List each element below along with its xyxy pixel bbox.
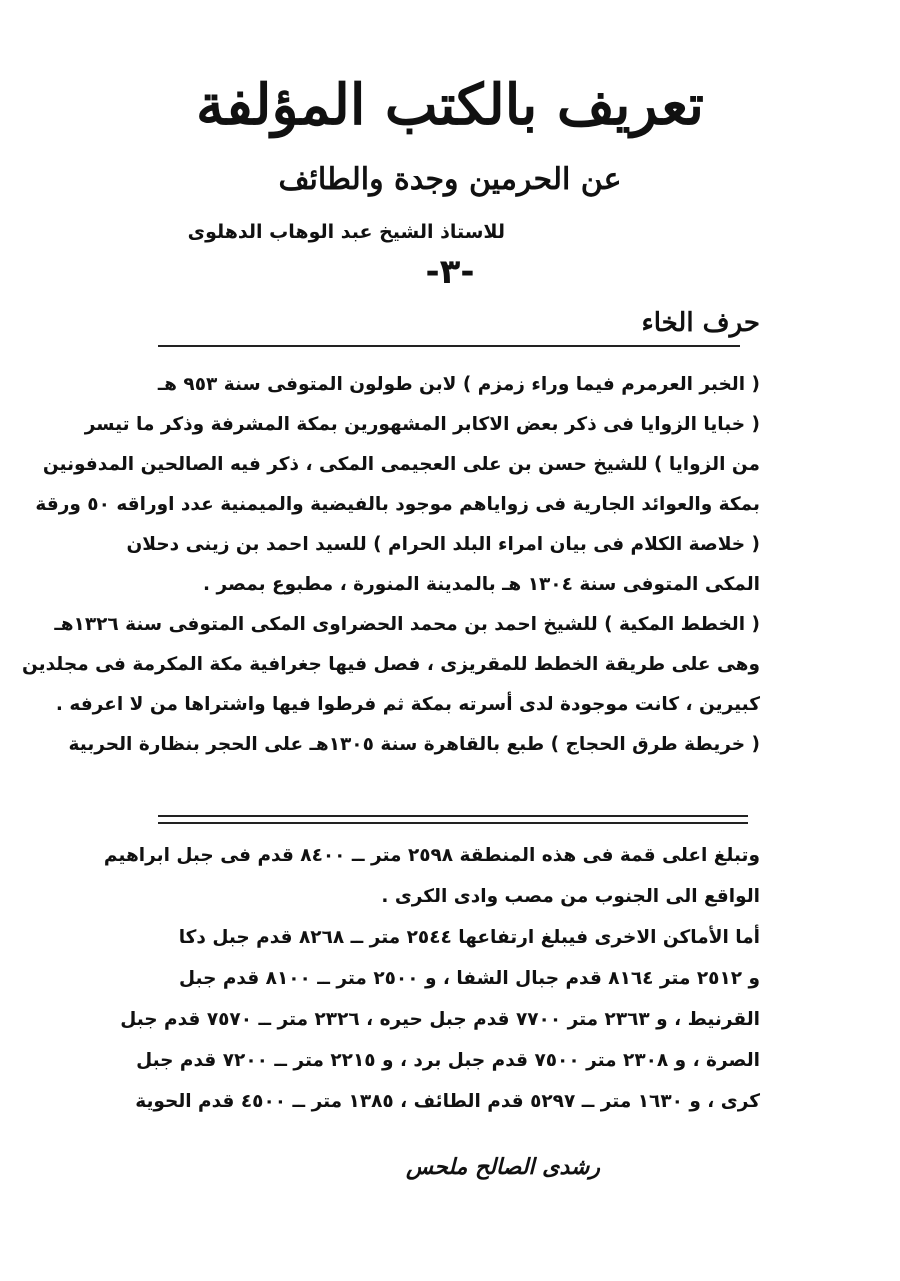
- entry-line: ( الخبر العرمرم فيما وراء زمزم ) لابن طولون المتوفى سنة ٩٥٣ هـ: [157, 374, 760, 395]
- page-subtitle: عن الحرمين وجدة والطائف: [278, 162, 622, 197]
- section-divider: [158, 815, 748, 824]
- entry-line: من الزوايا ) للشيخ حسن بن على العجيمى المكى ، ذكر فيه الصالحين المدفونين: [42, 454, 760, 475]
- entry-list: [22, 365, 760, 765]
- entry-line: ( خبايا الزوايا فى ذكر بعض الاكابر المشهورين بمكة المشرفة وذكر ما تيسر: [84, 414, 760, 435]
- body-line: كرى ، و ١٦٣٠ متر ــ ٥٢٩٧ قدم الطائف ، ١٣٨٥ متر ــ ٤٥٠٠ قدم الحوية: [135, 1091, 760, 1112]
- body-line: القرنيط ، و ٢٣٦٣ متر ٧٧٠٠ قدم جبل حيره ، ٢٣٢٦ متر ــ ٧٥٧٠ قدم جبل: [120, 1009, 760, 1030]
- body-line: و ٢٥١٢ متر ٨١٦٤ قدم جبال الشفا ، و ٢٥٠٠ متر ــ ٨١٠٠ قدم جبل: [179, 968, 760, 989]
- entry-line: بمكة والعوائد الجارية فى زواياهم موجود بالفيضية والميمنية عدد اوراقه ٥٠ ورقة: [35, 494, 760, 515]
- part-number: -٣-: [425, 252, 475, 292]
- entry-line: كبيرين ، كانت موجودة لدى أسرته بمكة ثم فرطوا فيها واشتراها من لا اعرفه .: [55, 694, 760, 715]
- page-title: تعريف بالكتب المؤلفة: [196, 72, 704, 138]
- author-line: للاستاذ الشيخ عبد الوهاب الدهلوى: [187, 221, 505, 243]
- body-line: الصرة ، و ٢٣٠٨ متر ٧٥٠٠ قدم جبل برد ، و ٢٢١٥ متر ــ ٧٢٠٠ قدم جبل: [136, 1050, 760, 1071]
- entry-line: ( خريطة طرق الحجاج ) طبع بالقاهرة سنة ١٣٠٥هـ على الحجر بنظارة الحربية: [68, 734, 760, 755]
- body-line: الواقع الى الجنوب من مصب وادى الكرى .: [381, 886, 760, 907]
- body-paragraph: [103, 835, 760, 1122]
- entry-line: ( خلاصة الكلام فى بيان امراء البلد الحرام ) للسيد احمد بن زينى دحلان: [126, 534, 760, 555]
- section-heading: حرف الخاء: [641, 308, 760, 338]
- author-signature: رشدى الصالح ملحس: [406, 1154, 600, 1180]
- body-line: وتبلغ اعلى قمة فى هذه المنطقة ٢٥٩٨ متر ــ ٨٤٠٠ قدم فى جبل ابراهيم: [103, 845, 760, 866]
- entry-line: المكى المتوفى سنة ١٣٠٤ هـ بالمدينة المنورة ، مطبوع بمصر .: [203, 574, 760, 595]
- section-underline: [158, 345, 740, 347]
- entry-line: ( الخطط المكية ) للشيخ احمد بن محمد الحضراوى المكى المتوفى سنة ١٣٢٦هـ: [54, 614, 760, 635]
- entry-line: وهى على طريقة الخطط للمقريزى ، فصل فيها جغرافية مكة المكرمة فى مجلدين: [22, 654, 760, 675]
- body-line: أما الأماكن الاخرى فيبلغ ارتفاعها ٢٥٤٤ متر ــ ٨٢٦٨ قدم جبل دكا: [178, 927, 760, 948]
